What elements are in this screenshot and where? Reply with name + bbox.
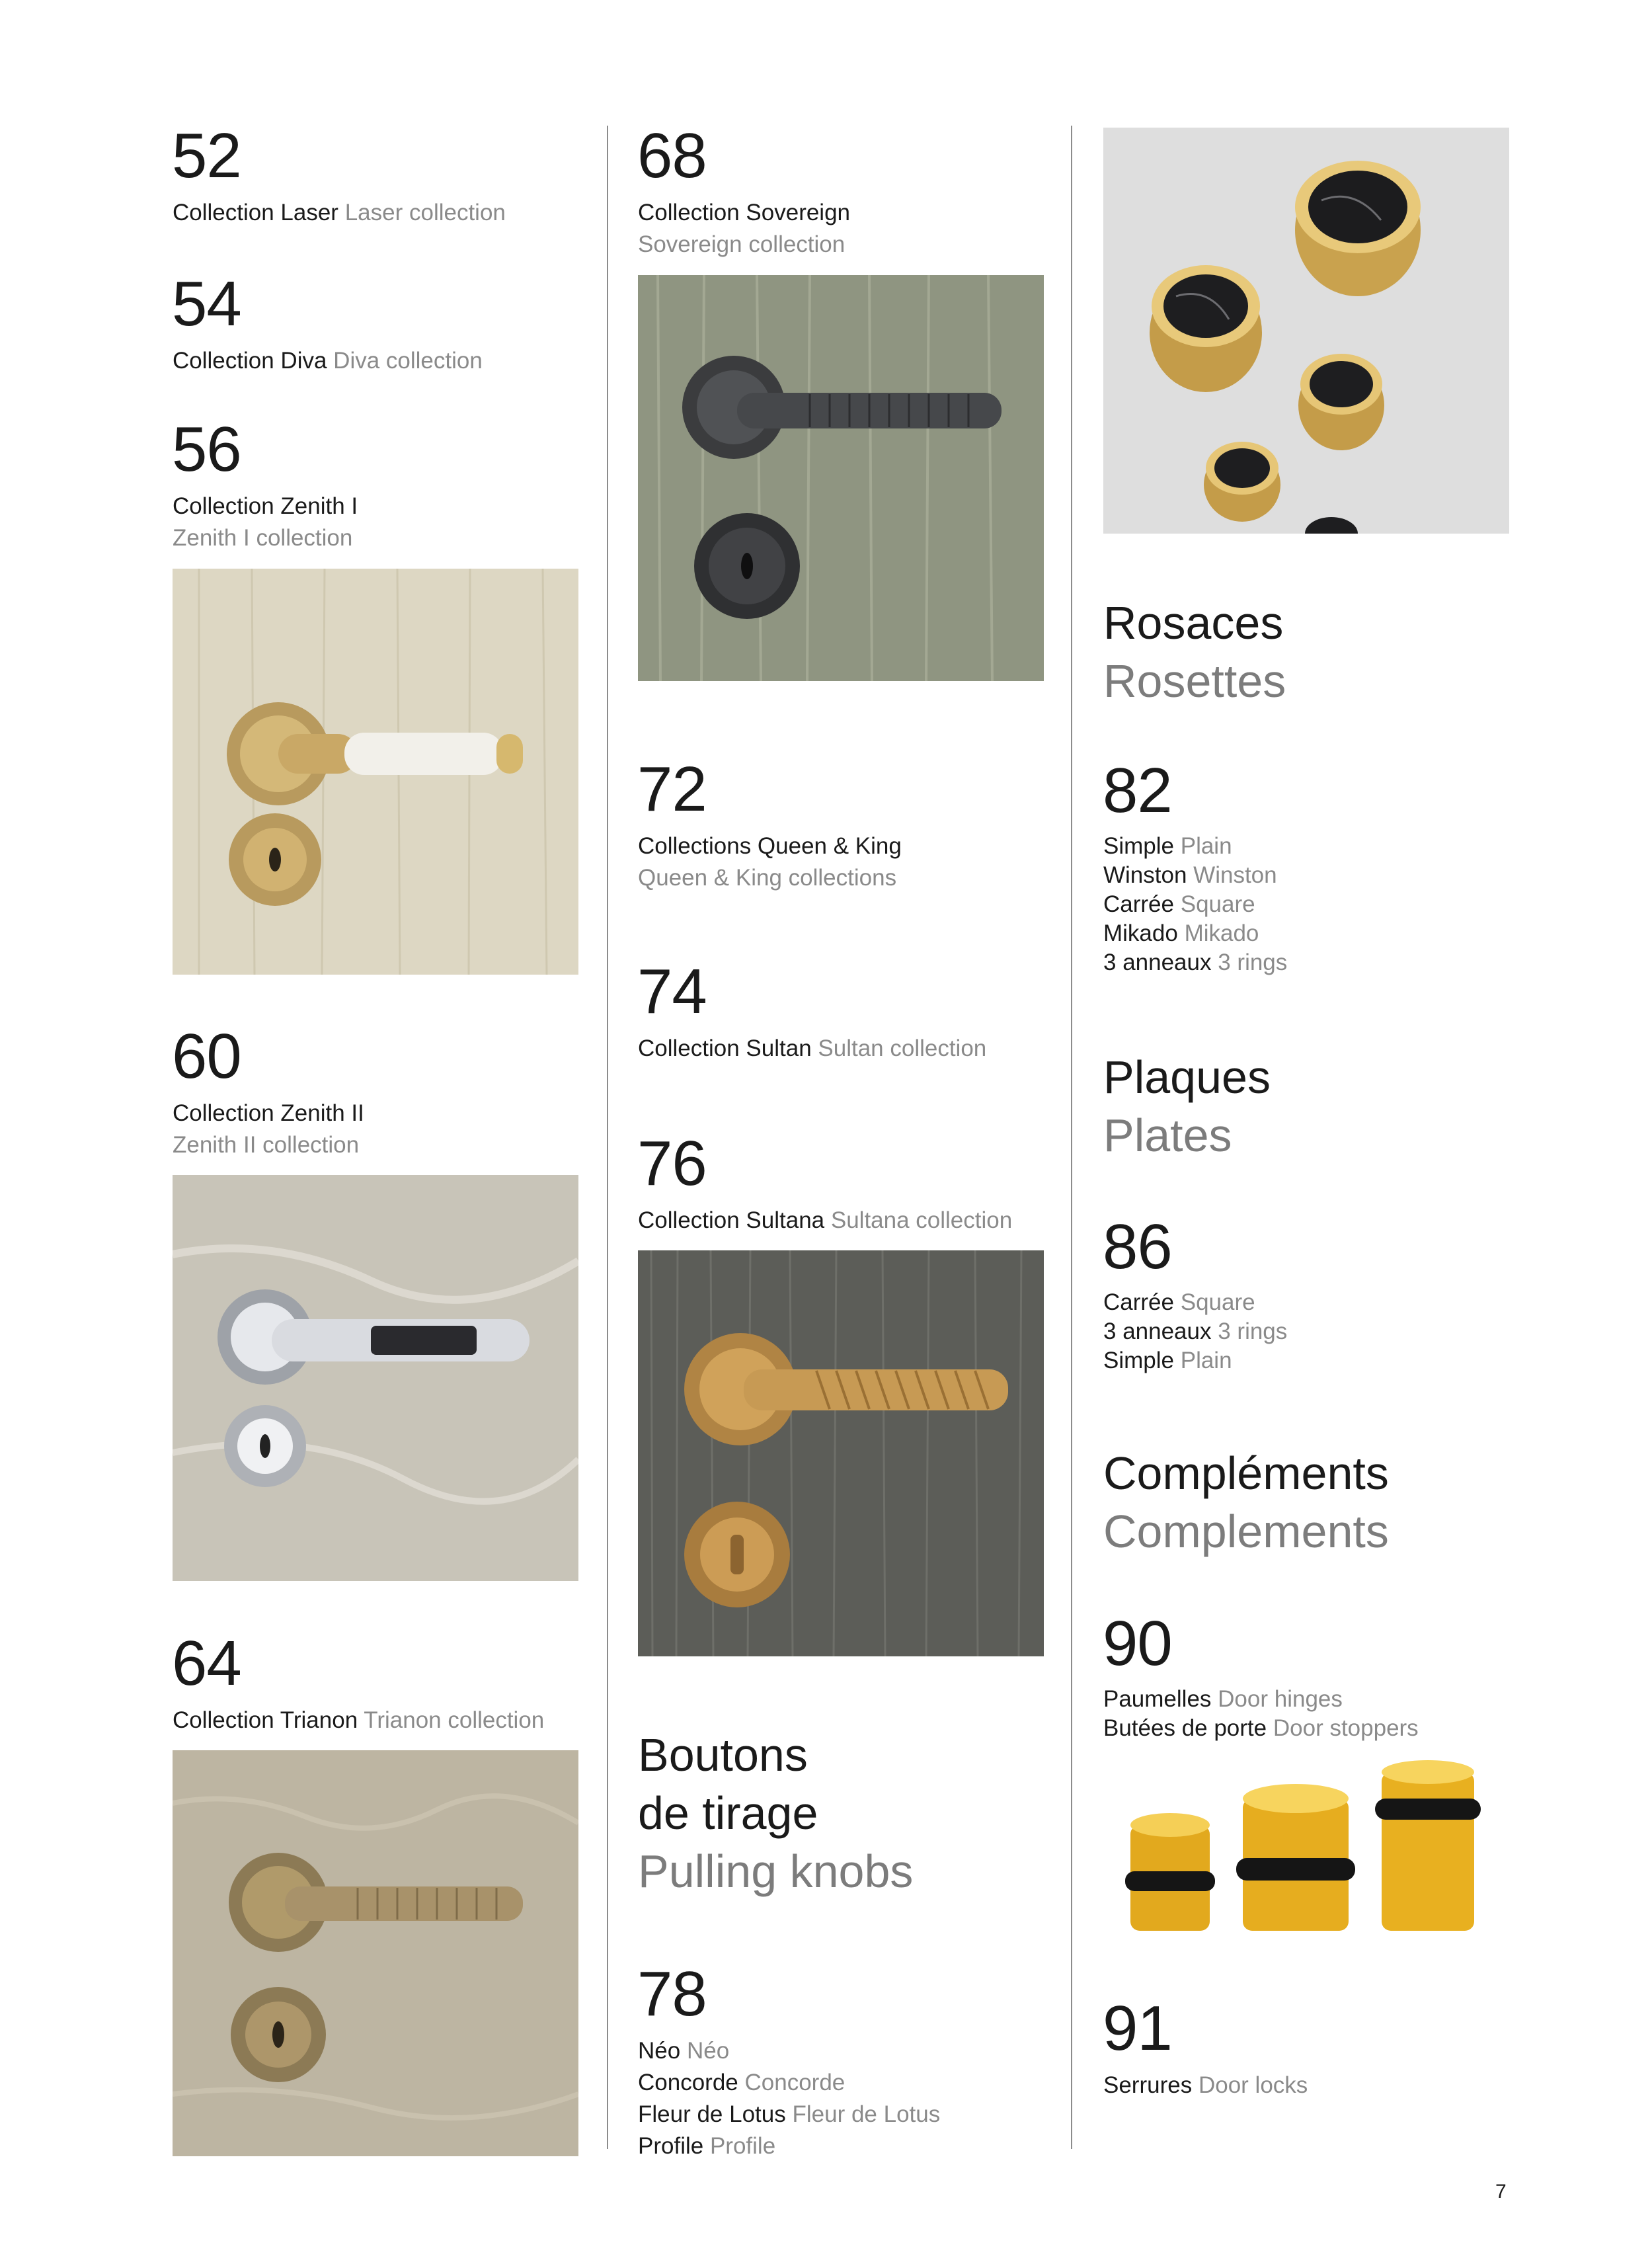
marble-knobs-photo	[1103, 128, 1509, 534]
collection-zenith-1-label: Collection Zenith I Zenith I collection	[173, 493, 358, 551]
list-item: Butées de porte Door stoppers	[1103, 1715, 1419, 1741]
collections-queen-king-label: Collections Queen & King Queen & King collections	[638, 833, 902, 891]
list-item: Simple Plain	[1103, 833, 1232, 859]
page-ref-90: 90	[1103, 1608, 1172, 1679]
column-divider-1	[607, 126, 608, 2149]
collection-sovereign-label: Collection Sovereign Sovereign collection	[638, 200, 851, 257]
page-ref-54: 54	[172, 268, 241, 339]
page-ref-76: 76	[637, 1128, 707, 1199]
sovereign-handle-photo	[638, 275, 1044, 681]
column-divider-2	[1071, 126, 1072, 2149]
list-item: 3 anneaux 3 rings	[1103, 1318, 1288, 1344]
sultana-handle-photo	[638, 1250, 1044, 1656]
door-locks-label: Serrures Door locks	[1103, 2072, 1308, 2098]
pulling-knobs-list	[638, 2035, 940, 2162]
collection-zenith-2-label: Collection Zenith II Zenith II collection	[173, 1100, 364, 1158]
pulling-knobs-heading: Boutons de tirage Pulling knobs	[638, 1729, 914, 1897]
list-item: Carrée Square	[1103, 891, 1255, 917]
door-stoppers-photo	[1117, 1759, 1501, 1951]
page-ref-74: 74	[637, 956, 707, 1027]
page-ref-52: 52	[172, 120, 241, 191]
list-item: Mikado Mikado	[1103, 920, 1259, 946]
list-item: 3 anneaux 3 rings	[1103, 950, 1288, 975]
trianon-handle-photo	[173, 1750, 578, 2156]
page-number: 7	[1495, 2181, 1507, 2203]
complements-heading: Compléments Complements	[1103, 1447, 1389, 1557]
page-ref-82: 82	[1103, 755, 1172, 826]
plates-heading: Plaques Plates	[1103, 1051, 1271, 1161]
list-item: Simple Plain	[1103, 1348, 1232, 1373]
collection-diva-label: Collection Diva Diva collection	[173, 348, 483, 374]
collection-trianon-label: Collection Trianon Trianon collection	[173, 1707, 545, 1733]
list-item: Carrée Square	[1103, 1289, 1255, 1315]
page-ref-56: 56	[172, 414, 241, 485]
list-item: Winston Winston	[1103, 862, 1277, 888]
list-item: Paumelles Door hinges	[1103, 1686, 1343, 1712]
complements-list	[1103, 1685, 1419, 1743]
page-ref-64: 64	[172, 1628, 241, 1699]
list-item: Profile Profile	[638, 2133, 776, 2159]
page-ref-72: 72	[637, 754, 707, 825]
page-ref-91: 91	[1103, 1993, 1172, 2064]
zenith-2-handle-photo	[173, 1175, 578, 1581]
list-item: Concorde Concorde	[638, 2070, 846, 2095]
rosettes-list	[1103, 832, 1287, 977]
page-ref-78: 78	[637, 1959, 707, 2029]
zenith-1-handle-photo	[173, 569, 578, 975]
plates-list	[1103, 1288, 1287, 1375]
rosettes-heading: Rosaces Rosettes	[1103, 597, 1286, 707]
collection-sultana-label: Collection Sultana Sultana collection	[638, 1207, 1013, 1233]
collection-laser-label: Collection Laser Laser collection	[173, 200, 506, 225]
page-ref-86: 86	[1103, 1211, 1172, 1282]
page-ref-68: 68	[637, 120, 707, 191]
collection-sultan-label: Collection Sultan Sultan collection	[638, 1035, 987, 1061]
page-ref-60: 60	[172, 1021, 241, 1092]
list-item: Fleur de Lotus Fleur de Lotus	[638, 2101, 941, 2127]
list-item: Néo Néo	[638, 2038, 730, 2064]
